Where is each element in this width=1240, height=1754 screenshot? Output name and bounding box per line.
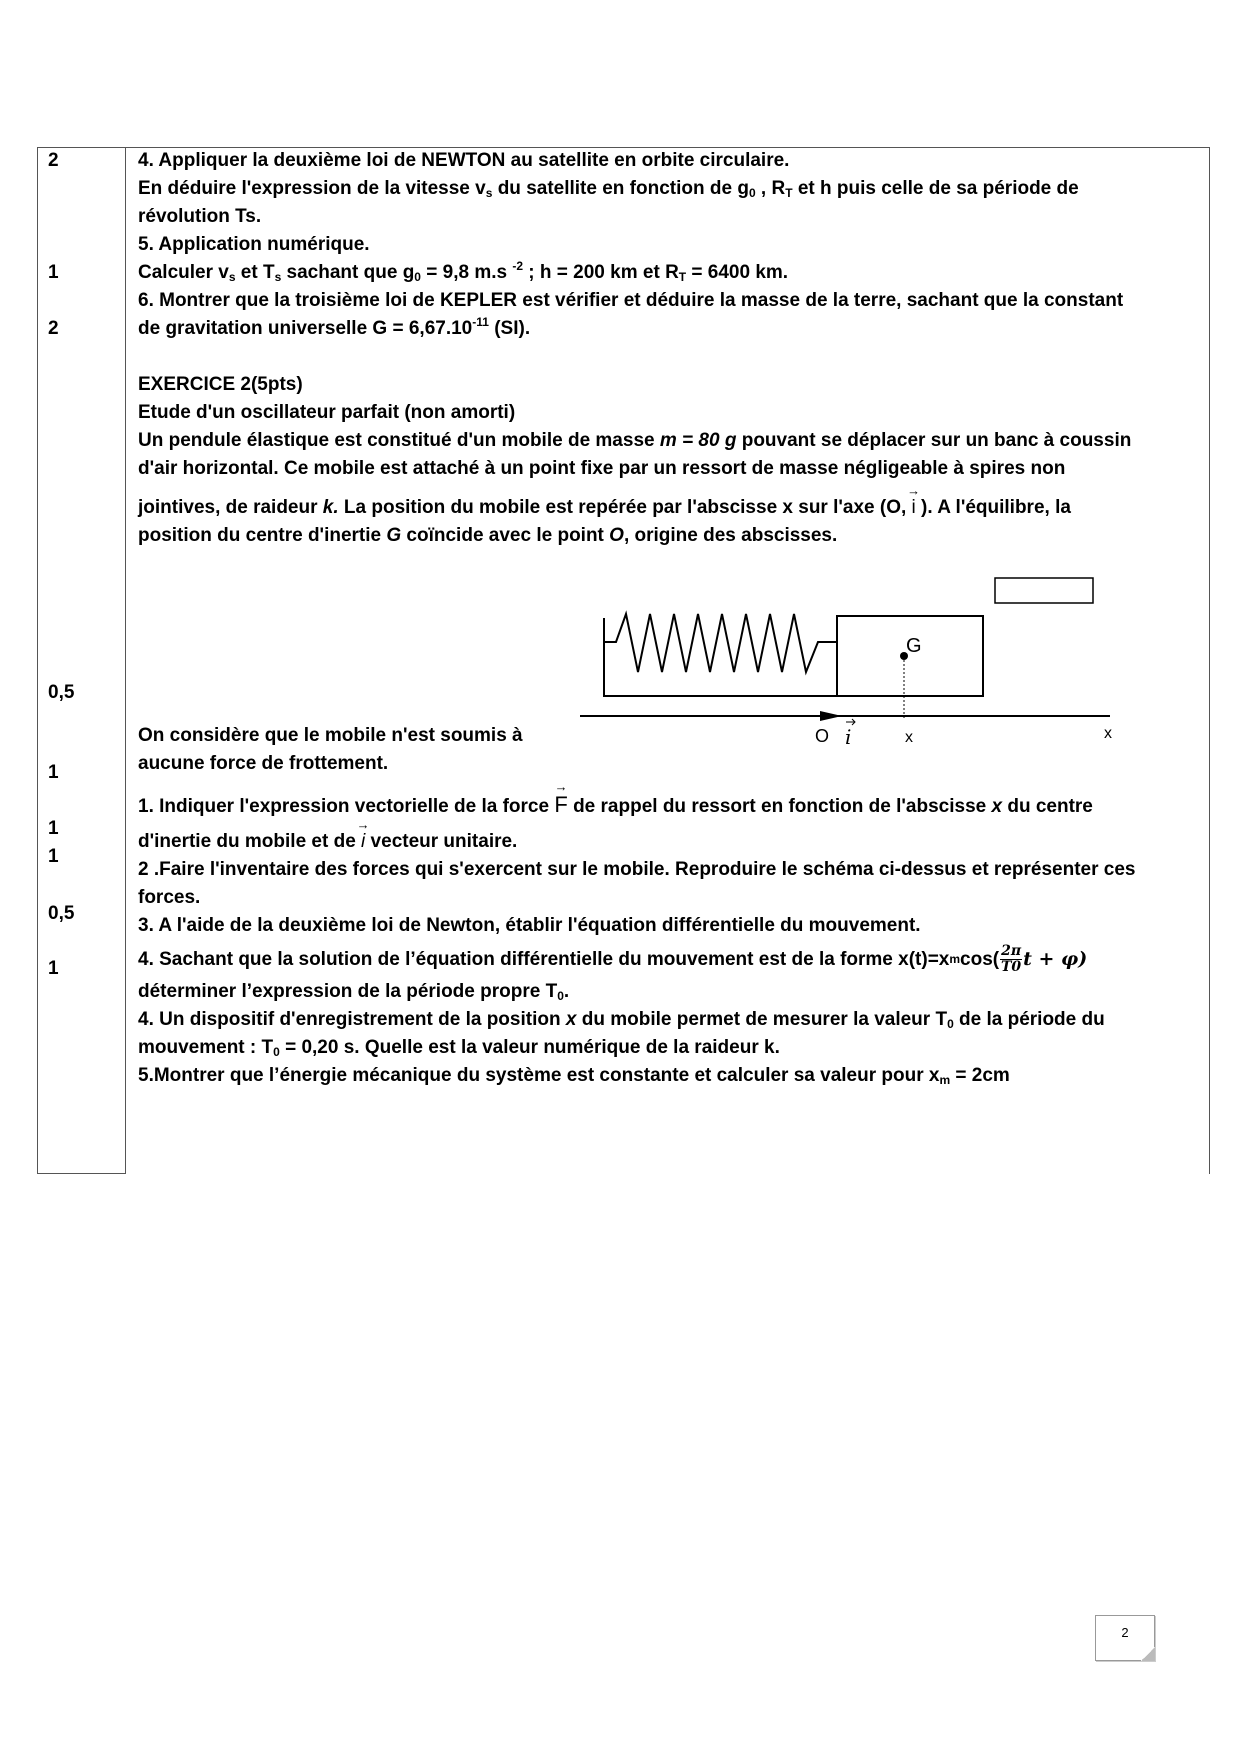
q5-title: 5. Application numérique. [138, 234, 370, 255]
q4-line2: En déduire l'expression de la vitesse $v_s$ du satellite en fonction de $g_0$ , $R_T$ et h puis celle de sa période de [138, 178, 1079, 200]
points-ex2-q2: 1 [48, 762, 59, 783]
points-q5: 1 [48, 262, 59, 283]
page-number-box [1095, 1615, 1155, 1661]
fraction-2pi-T0: $\frac{2\pi}{T0}$ [1001, 943, 1022, 975]
label-i: i [845, 725, 852, 749]
q4-line1: 4. Appliquer la deuxième loi de NEWTON au satellite en orbite circulaire. [138, 150, 790, 171]
table-left-border [37, 147, 38, 1174]
ex2-subtitle: Etude d'un oscillateur parfait (non amorti) [138, 402, 516, 423]
points-ex2-q4b: 0,5 [48, 903, 75, 924]
ex2-para-line4: position du centre d'inertie G coïncide avec le point O, origine des abscisses. [138, 525, 838, 546]
label-G: G [906, 635, 922, 657]
q4-line3: révolution Ts. [138, 206, 262, 227]
q6-line2: de gravitation universelle $G = 6,67.10^{-11}$ (SI). [138, 315, 531, 339]
points-ex2-q5: 1 [48, 958, 59, 979]
points-q6: 2 [48, 318, 59, 339]
ex2-q4-line2: déterminer l’expression de la période propre $T_0$. [138, 981, 570, 1003]
points-ex2-q1: 0,5 [48, 682, 75, 703]
q6-line1: 6. Montrer que la troisième loi de KEPLER est vérifier et déduire la masse de la terre, sachant que la constant [138, 290, 1124, 311]
spring [604, 614, 837, 672]
ex2-q1-line2: d'inertie du mobile et de → i vecteur unitaire. [138, 832, 517, 851]
ex2-q4-line1: 4. Sachant que la solution de l’équation différentielle du mouvement est de la forme x(t)=x m cos( $\frac{2\pi}{T0}$ t + φ) [138, 943, 1088, 975]
unit-vector-i-q1: → i [361, 832, 365, 851]
label-O: O [815, 726, 830, 746]
ex2-para-line3: jointives, de raideur k. La position du mobile est repérée par l'abscisse x sur l'axe (O, → i ). A l'équilibre, la [138, 498, 1071, 517]
ex2-para-line2: d'air horizontal. Ce mobile est attaché à un point fixe par un ressort de masse négligeable à spires non [138, 458, 1066, 479]
ex2-para-line1: Un pendule élastique est constitué d'un mobile de masse m = 80 g pouvant se déplacer sur un banc à coussin [138, 430, 1132, 451]
table-top-border [37, 147, 1210, 148]
empty-label-box [995, 578, 1093, 603]
label-x-position: x [905, 729, 913, 746]
unit-vector-i: → i [912, 498, 916, 517]
ex2-q3: 3. A l'aide de la deuxième loi de Newton, établir l'équation différentielle du mouvement. [138, 915, 921, 936]
label-x-axis: x [1104, 725, 1112, 742]
points-column-bottom [37, 1173, 126, 1174]
ex2-title: EXERCICE 2(5pts) [138, 374, 303, 395]
ex2-q2-line1: 2 .Faire l'inventaire des forces qui s'exercent sur le mobile. Reproduire le schéma ci-dessus et représenter ces [138, 859, 1136, 880]
points-column-divider [125, 147, 126, 1174]
unit-vector-arrow [820, 711, 842, 721]
ex2-q4b-line1: 4. Un dispositif d'enregistrement de la position x du mobile permet de mesurer la valeur $T_0$ de la période du [138, 1009, 1105, 1031]
q5-calc: Calculer $v_s$ et $T_s$ sachant que $g_0 = 9,8$ m.s $^{-2}$ ; h = 200 km et $R_T = 6400$ km. [138, 259, 789, 284]
table-right-border [1209, 147, 1210, 1174]
points-q4: 2 [48, 150, 59, 171]
points-ex2-q4: 1 [48, 846, 59, 867]
ex2-consider-line2: aucune force de frottement. [138, 753, 389, 774]
ex2-q4b-line2: mouvement : $T_0 = 0,20$ s. Quelle est la valeur numérique de la raideur k. [138, 1037, 780, 1059]
ex2-q2-line2: forces. [138, 887, 201, 908]
ex2-q5: 5.Montrer que l’énergie mécanique du système est constante et calculer sa valeur pour $x_m = 2cm$ [138, 1065, 1010, 1087]
force-vector-F: → F [554, 794, 567, 816]
page-curl-icon [1141, 1647, 1155, 1661]
page-number: 2 [1121, 1625, 1129, 1640]
spring-mass-diagram [580, 570, 1140, 750]
points-ex2-q3: 1 [48, 818, 59, 839]
ex2-q1-line1: 1. Indiquer l'expression vectorielle de la force → F de rappel du ressort en fonction de l'abscisse x du centre [138, 794, 1093, 816]
ex2-consider-line1: On considère que le mobile n'est soumis à [138, 725, 523, 746]
